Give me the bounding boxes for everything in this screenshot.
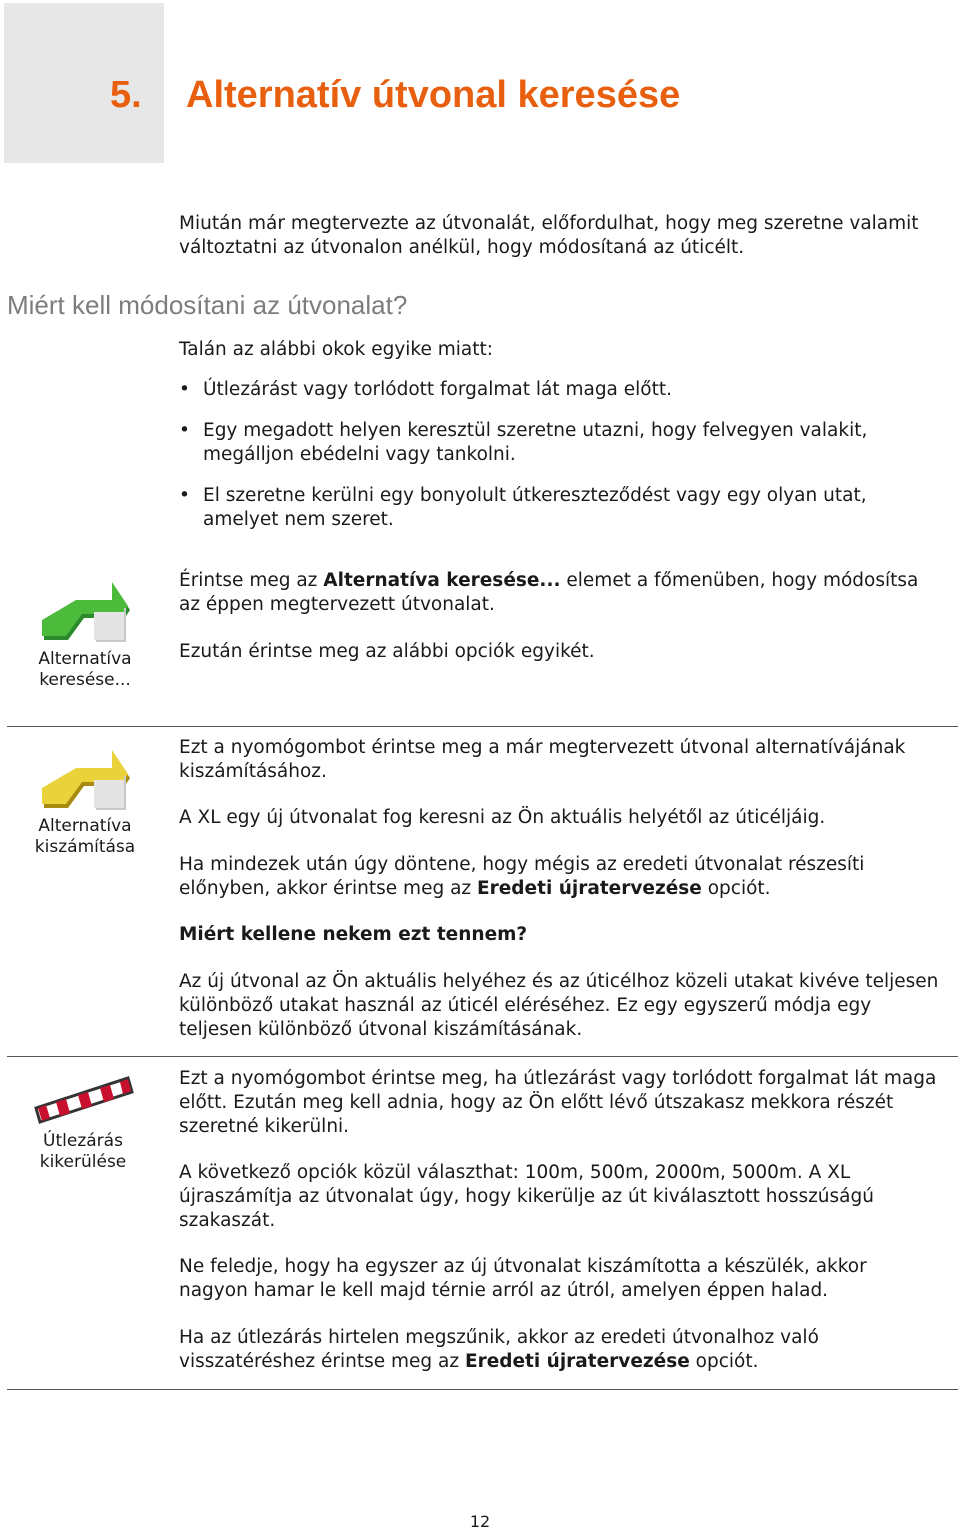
find-alt-then: Ezután érintse meg az alábbi opciók egyikét. bbox=[179, 641, 595, 662]
calc-alt-p1: Ezt a nyomógombot érintse meg a már megtervezett útvonal alternatívájának kiszámításához. bbox=[179, 737, 906, 782]
avoid-block-p1: Ezt a nyomógombot érintse meg, ha útlezárást vagy torlódott forgalmat lát maga előtt. Ezután meg kell adnia, hogy az Ön előtt lévő útszakasz mekkora részét szeretné kikerülni. bbox=[179, 1068, 937, 1137]
find-alt-icon-label[interactable]: Alternatíva keresése... bbox=[38, 649, 132, 690]
avoid-block-icon-label[interactable]: Útlezárás kikerülése bbox=[39, 1131, 127, 1172]
yellow-route-icon bbox=[38, 744, 134, 814]
green-route-icon bbox=[38, 576, 134, 646]
avoid-block-p2: A következő opciók közül választhat: 100m, 500m, 2000m, 5000m. A XL újraszámítja az útvonalat úgy, hogy kikerülje az út kiválasztott hosszúságú szakaszát. bbox=[179, 1162, 874, 1231]
list-item: • Egy megadott helyen keresztül szeretne utazni, hogy felvegyen valakit, megálljon ebédelni vagy tankolni. bbox=[179, 420, 868, 465]
bullet-icon: • bbox=[179, 379, 190, 400]
calc-alt-question: Miért kellene nekem ezt tennem? bbox=[179, 924, 528, 945]
bullet-icon: • bbox=[179, 485, 190, 506]
section-heading: Miért kell módosítani az útvonalat? bbox=[7, 290, 408, 320]
avoid-block-p3: Ne feledje, hogy ha egyszer az új útvonalat kiszámította a készülék, akkor nagyon hamar le kell majd térnie arról az útról, amelyen éppen halad. bbox=[179, 1256, 867, 1301]
calc-alt-answer: Az új útvonal az Ön aktuális helyéhez és az úticélhoz közeli utakat kivéve teljesen különböző utakat használ az úticél eléréséhez. Ez egy egyszerű módja egy teljesen különböző útvonal kiszámításának. bbox=[179, 971, 939, 1040]
avoid-block-p4: Ha az útlezárás hirtelen megszűnik, akkor az eredeti útvonalhoz való visszatéréshez érintse meg az Eredeti újratervezése opciót. bbox=[179, 1327, 819, 1372]
find-alt-paragraph: Érintse meg az Alternatíva keresése... elemet a főmenüben, hogy módosítsa az éppen megtervezett útvonalat. bbox=[179, 570, 919, 615]
reasons-list bbox=[179, 378, 939, 549]
reasons-intro: Talán az alábbi okok egyike miatt: bbox=[179, 339, 493, 360]
calc-alt-p3: Ha mindezek után úgy döntene, hogy mégis az eredeti útvonalat részesíti előnyben, akkor érintse meg az Eredeti újratervezése opciót. bbox=[179, 854, 865, 899]
chapter-title: Alternatív útvonal keresése bbox=[186, 74, 681, 116]
list-item: • Útlezárást vagy torlódott forgalmat lát maga előtt. bbox=[179, 379, 673, 400]
divider bbox=[7, 1056, 958, 1057]
divider bbox=[7, 726, 958, 727]
page-number: 12 bbox=[469, 1512, 491, 1531]
roadblock-icon bbox=[32, 1074, 136, 1126]
intro-paragraph: Miután már megtervezte az útvonalát, előfordulhat, hogy meg szeretne valamit változtatni az útvonalon anélkül, hogy módosítaná az úticélt. bbox=[179, 213, 919, 258]
calc-alt-icon-label[interactable]: Alternatíva kiszámítása bbox=[34, 816, 136, 857]
bullet-icon: • bbox=[179, 420, 190, 441]
chapter-number: 5. bbox=[110, 74, 142, 116]
calc-alt-p2: A XL egy új útvonalat fog keresni az Ön aktuális helyétől az úticéljáig. bbox=[179, 807, 826, 828]
list-item: • El szeretne kerülni egy bonyolult útkereszteződést vagy egy olyan utat, amelyet nem szeret. bbox=[179, 485, 867, 530]
divider bbox=[7, 1389, 958, 1390]
